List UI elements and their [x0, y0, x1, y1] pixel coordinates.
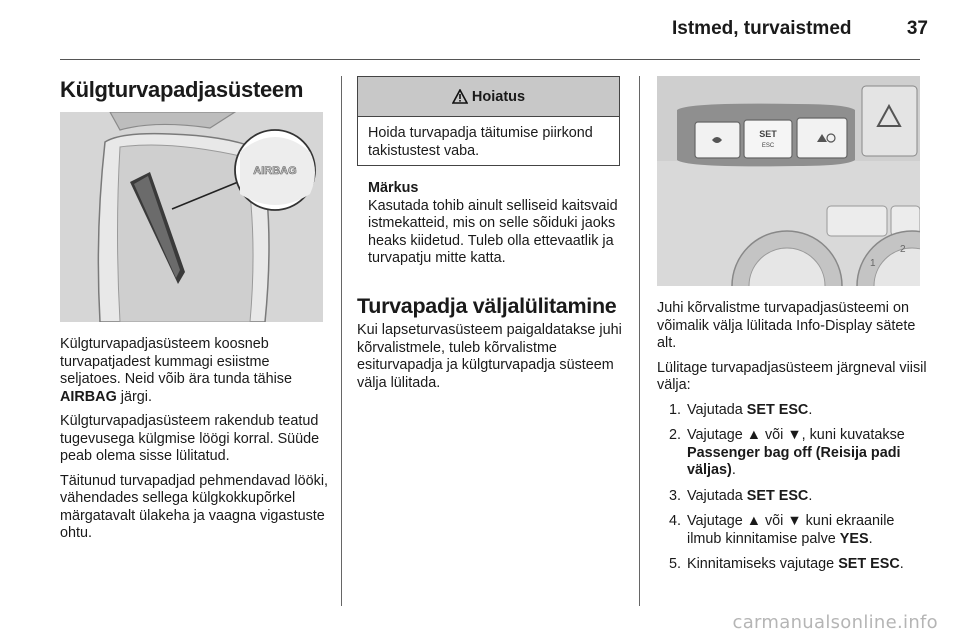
warning-body: Hoida turvapadja täitumise piirkond takistustest vaba.	[368, 125, 593, 159]
step-item: 3. Vajutada SET ESC.	[668, 487, 813, 504]
left-paragraph-3: Täitunud turvapadjad pehmendavad lööki, vähendades sellega külgkokkupõrkel märgatavalt ülakeha ja vaagna vigastuste ohtu.	[60, 472, 329, 541]
warning-box	[357, 76, 620, 166]
step-item: 2. Vajutage ▲ või ▼, kuni kuvatakse Passenger bag off (Reisija padi väljas).	[668, 427, 905, 478]
step-item: 5. Kinnitamiseks vajutage SET ESC.	[668, 556, 904, 572]
section-heading-airbag-deactivation: Turvapadja väljalülitamine	[357, 294, 617, 318]
right-paragraph-1: Juhi kõrvalistme turvapadjasüsteemi on võimalik välja lülitada Info-Display sätete alt.	[657, 300, 916, 351]
airbag-term: AIRBAG	[60, 388, 117, 405]
dashboard-buttons-figure	[657, 76, 920, 286]
left-paragraph-1: Külgturvapadjasüsteem koosneb turvapatjadest kummagi esiistme seljatoes. Neid võib ära tunda tähise AIRBAG järgi.	[60, 336, 292, 405]
esc-label: ESC	[761, 143, 775, 149]
column-divider-right	[639, 76, 640, 606]
note-title: Märkus	[368, 180, 419, 196]
warning-title: Hoiatus	[471, 88, 526, 105]
set-label: SET	[759, 129, 777, 139]
left-body-text	[60, 336, 330, 550]
step-item: 1. Vajutada SET ESC.	[668, 401, 813, 418]
dial-number-2: 2	[900, 244, 906, 255]
header-divider	[60, 59, 920, 60]
page-header-title: Istmed, turvaistmed	[672, 18, 852, 39]
section-heading-side-airbag: Külgturvapadjasüsteem	[60, 77, 304, 102]
warning-header	[358, 77, 619, 117]
middle-body-text	[357, 322, 637, 399]
step-item: 4. Vajutage ▲ või ▼ kuni ekraanile ilmub kinnitamise palve YES.	[668, 513, 895, 547]
dial-number-1: 1	[870, 258, 876, 269]
middle-paragraph: Kui lapseturvasüsteem paigaldatakse juhi kõrvalistmele, tuleb kõrvalistme esiturvapadja ja külgturvapadja süsteem välja lülitada.	[357, 322, 622, 391]
seat-illustration	[60, 112, 323, 322]
seat-airbag-figure	[60, 112, 323, 322]
instruction-steps	[663, 402, 927, 574]
watermark: carmanualsonline.info	[732, 612, 938, 633]
column-divider-left	[341, 76, 342, 606]
note-body: Kasutada tohib ainult selliseid kaitsvaid istmekatteid, mis on selle sõiduki jaoks heaks kiidetud. Tuleb olla ettevaatlik ja turvapatju mitte katta.	[368, 197, 618, 266]
set-esc-button	[744, 120, 792, 158]
warning-triangle-icon	[452, 89, 468, 104]
left-paragraph-2: Külgturvapadjasüsteem rakendub teatud tugevusega külgmise löögi korral. Süüde peab olema sisse lülitatud.	[60, 413, 320, 464]
dashboard-illustration	[657, 76, 920, 286]
page-number: 37	[906, 18, 928, 39]
right-body-text	[657, 300, 927, 582]
airbag-label: AIRBAG	[253, 165, 297, 177]
right-paragraph-2: Lülitage turvapadjasüsteem järgneval viisil välja:	[657, 359, 927, 393]
note-block	[368, 180, 630, 268]
